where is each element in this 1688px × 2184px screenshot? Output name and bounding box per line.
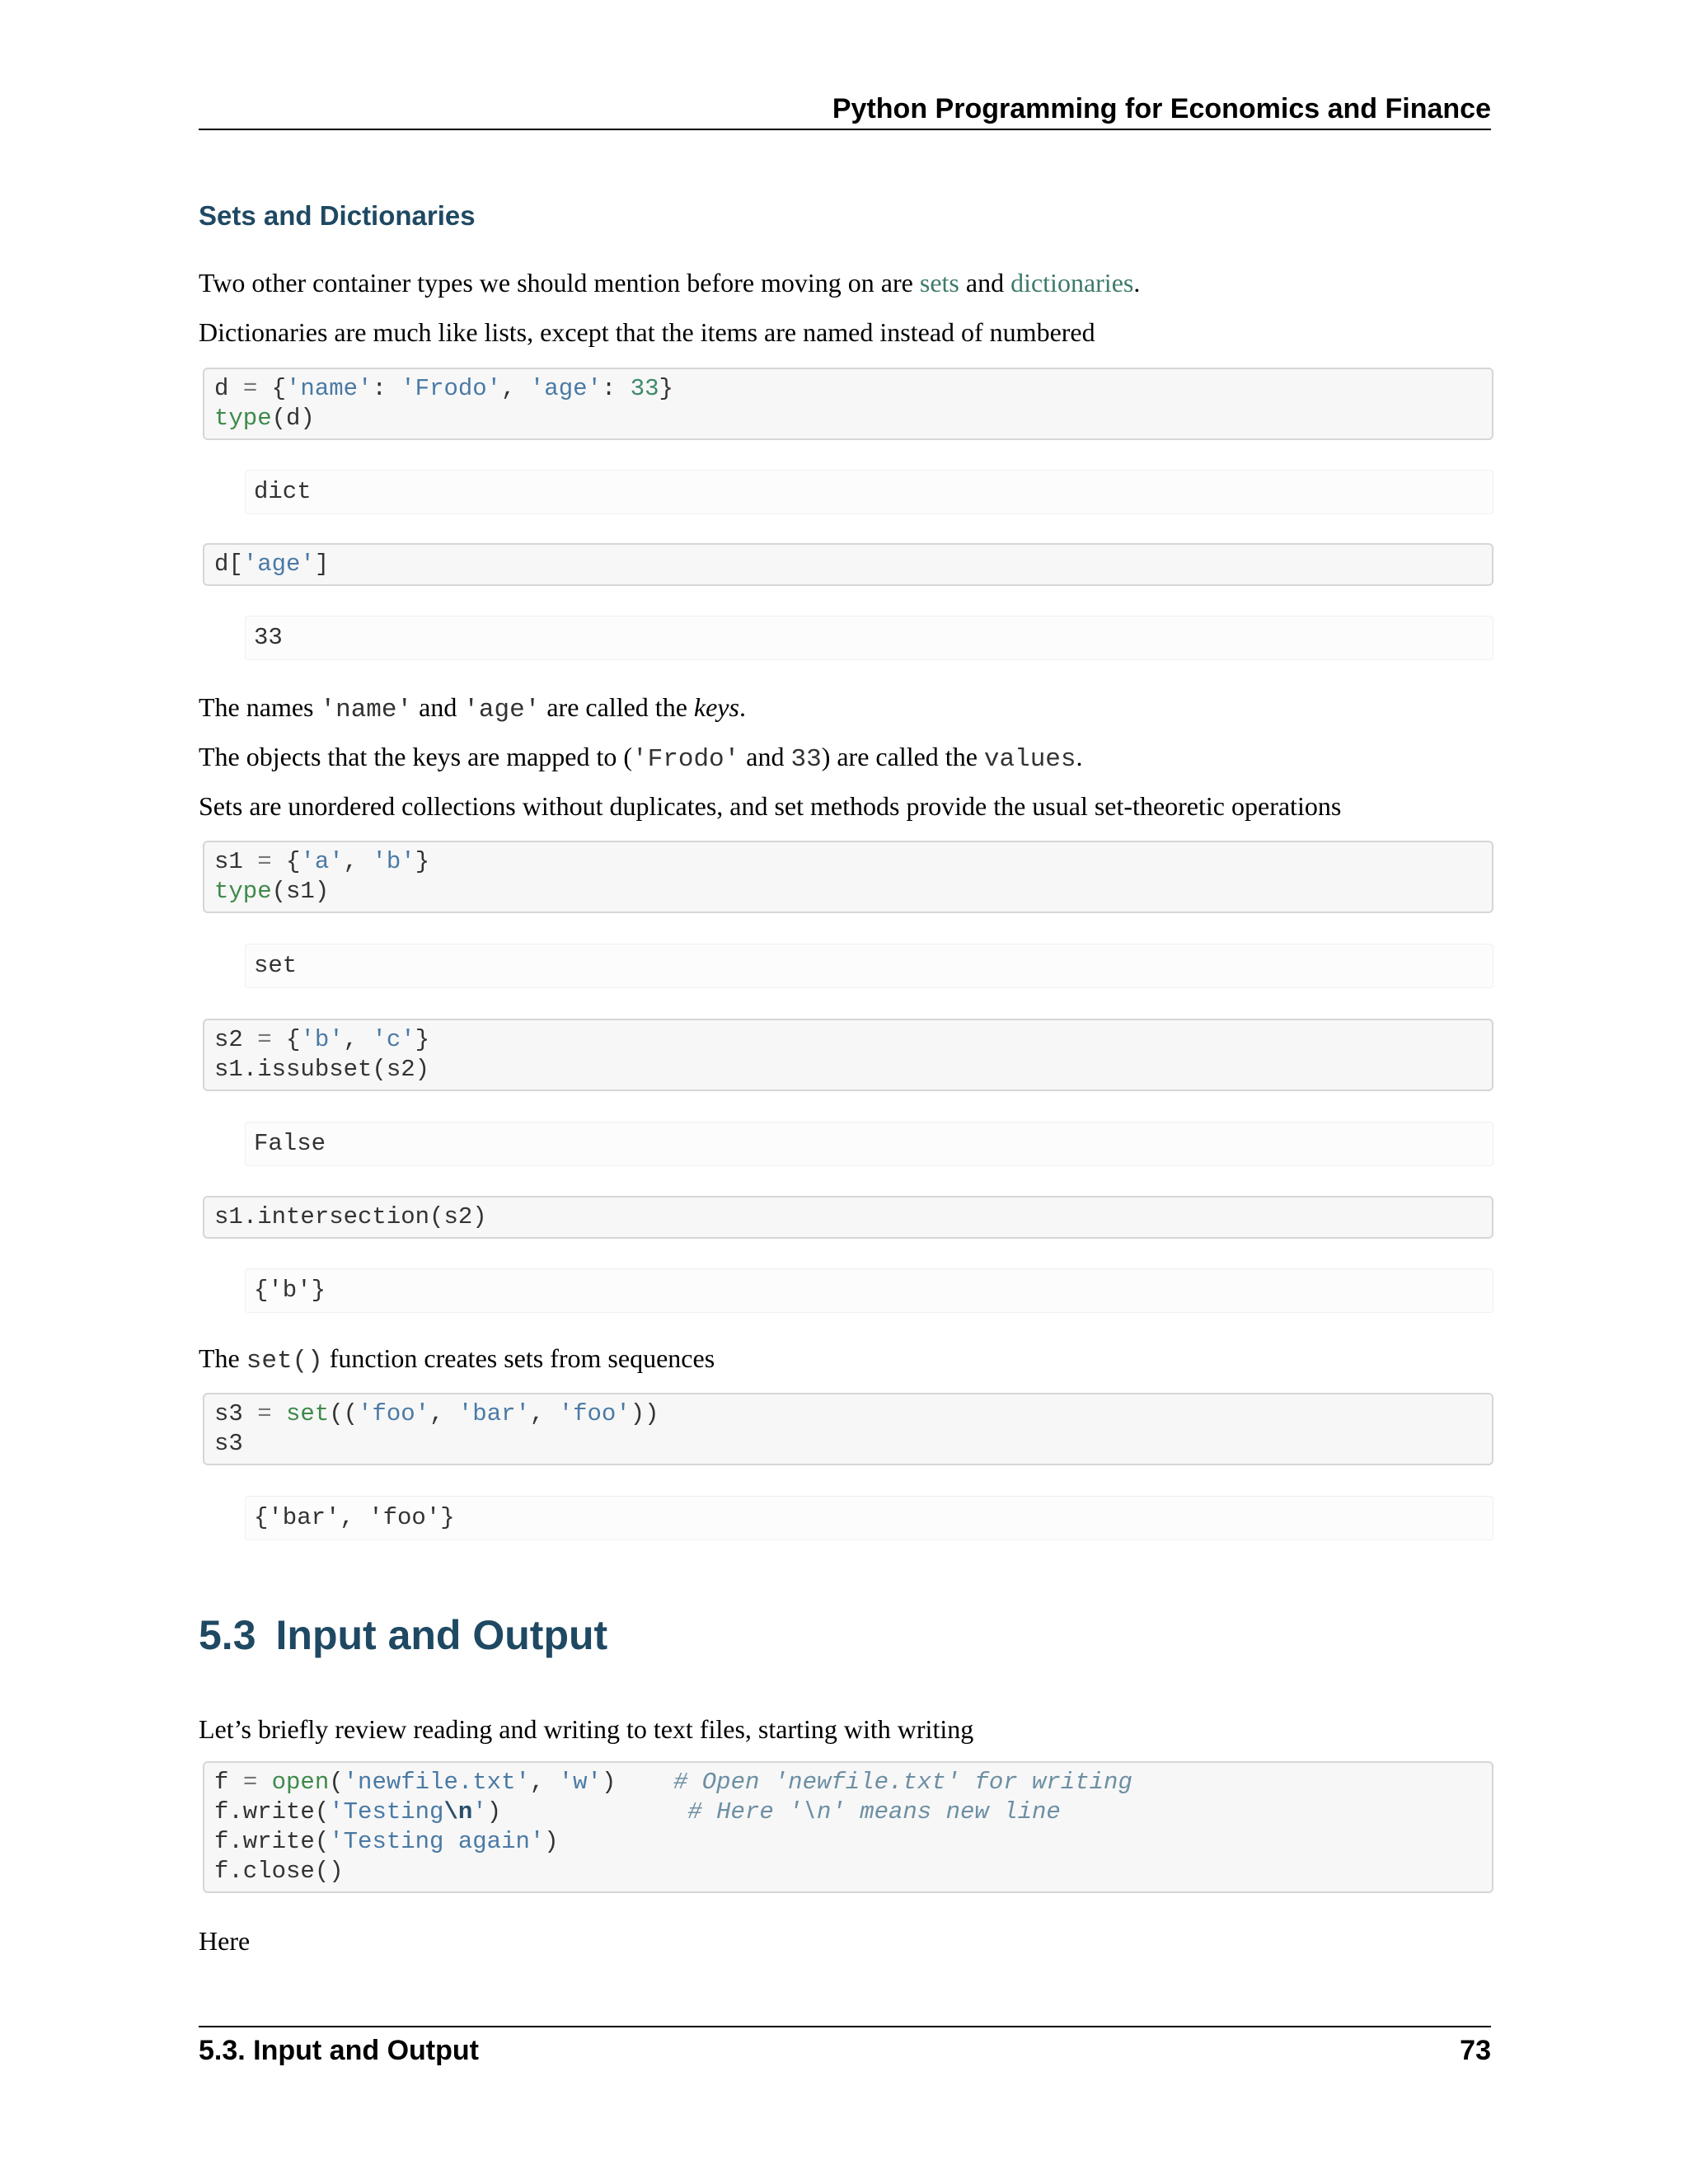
subsection-title: Sets and Dictionaries <box>199 200 476 231</box>
output-cell-dict: dict <box>245 470 1493 514</box>
code-cell-set-from-tuple[interactable] <box>203 1393 1493 1465</box>
sets-link[interactable]: sets <box>919 268 959 298</box>
code-cell-set[interactable] <box>203 841 1493 913</box>
paragraph-container-types <box>199 266 1140 299</box>
running-header: Python Programming for Economics and Finance <box>199 92 1491 130</box>
code-line: f.write('Testing\n') # Here '\n' means new line <box>214 1798 1061 1825</box>
code-line: s3 = set(('foo', 'bar', 'foo')) <box>214 1400 659 1427</box>
output-cell-set: set <box>245 944 1493 988</box>
code-cell-intersection[interactable] <box>203 1196 1493 1239</box>
paragraph-text: and <box>959 268 1011 298</box>
code-line: d = {'name': 'Frodo', 'age': 33} <box>214 375 673 402</box>
code-line: f.close() <box>214 1858 344 1885</box>
paragraph-sets: Sets are unordered collections without duplicates, and set methods provide the usual set-theoretic operations <box>199 791 1342 821</box>
paragraph-dictionaries: Dictionaries are much like lists, except that the items are named instead of numbered <box>199 317 1095 347</box>
paragraph-set-function: The set() function creates sets from sequences <box>199 1343 715 1376</box>
paragraph-here: Here <box>199 1926 251 1956</box>
code-cell-dict-access[interactable] <box>203 543 1493 586</box>
code-line: s1.intersection(s2) <box>214 1203 487 1230</box>
code-line: type(d) <box>214 405 315 432</box>
code-cell-issubset[interactable] <box>203 1019 1493 1091</box>
code-line: f = open('newfile.txt', 'w') # Open 'newfile.txt' for writing <box>214 1769 1132 1796</box>
code-line: d['age'] <box>214 551 330 578</box>
page-number: 73 <box>1460 2035 1491 2066</box>
code-cell-file-write[interactable] <box>203 1761 1493 1893</box>
output-cell-age: 33 <box>245 616 1493 660</box>
code-line: s1 = {'a', 'b'} <box>214 848 430 875</box>
paragraph-keys: The names 'name' and 'age' are called the keys. <box>199 692 746 724</box>
output-cell-s3: {'bar', 'foo'} <box>245 1496 1493 1540</box>
output-cell-intersection: {'b'} <box>245 1268 1493 1313</box>
code-cell-dict[interactable] <box>203 368 1493 440</box>
code-line: f.write('Testing again') <box>214 1828 559 1855</box>
paragraph-text: . <box>1133 268 1141 298</box>
code-line: s1.issubset(s2) <box>214 1056 430 1083</box>
code-line: s2 = {'b', 'c'} <box>214 1026 430 1053</box>
code-line: s3 <box>214 1430 243 1457</box>
code-line: type(s1) <box>214 878 330 905</box>
dictionaries-link[interactable]: dictionaries <box>1010 268 1134 298</box>
section-title <box>199 1611 607 1659</box>
footer-section: 5.3. Input and Output <box>199 2035 479 2066</box>
paragraph-values: The objects that the keys are mapped to ('Frodo' and 33) are called the values. <box>199 742 1083 774</box>
section-number: 5.3 <box>199 1612 256 1658</box>
output-cell-false: False <box>245 1122 1493 1166</box>
section-title-text: Input and Output <box>275 1612 608 1658</box>
paragraph-io-intro: Let’s briefly review reading and writing to text files, starting with writing <box>199 1714 974 1744</box>
paragraph-text: Two other container types we should mention before moving on are <box>199 268 920 298</box>
running-footer <box>199 2026 1491 2067</box>
